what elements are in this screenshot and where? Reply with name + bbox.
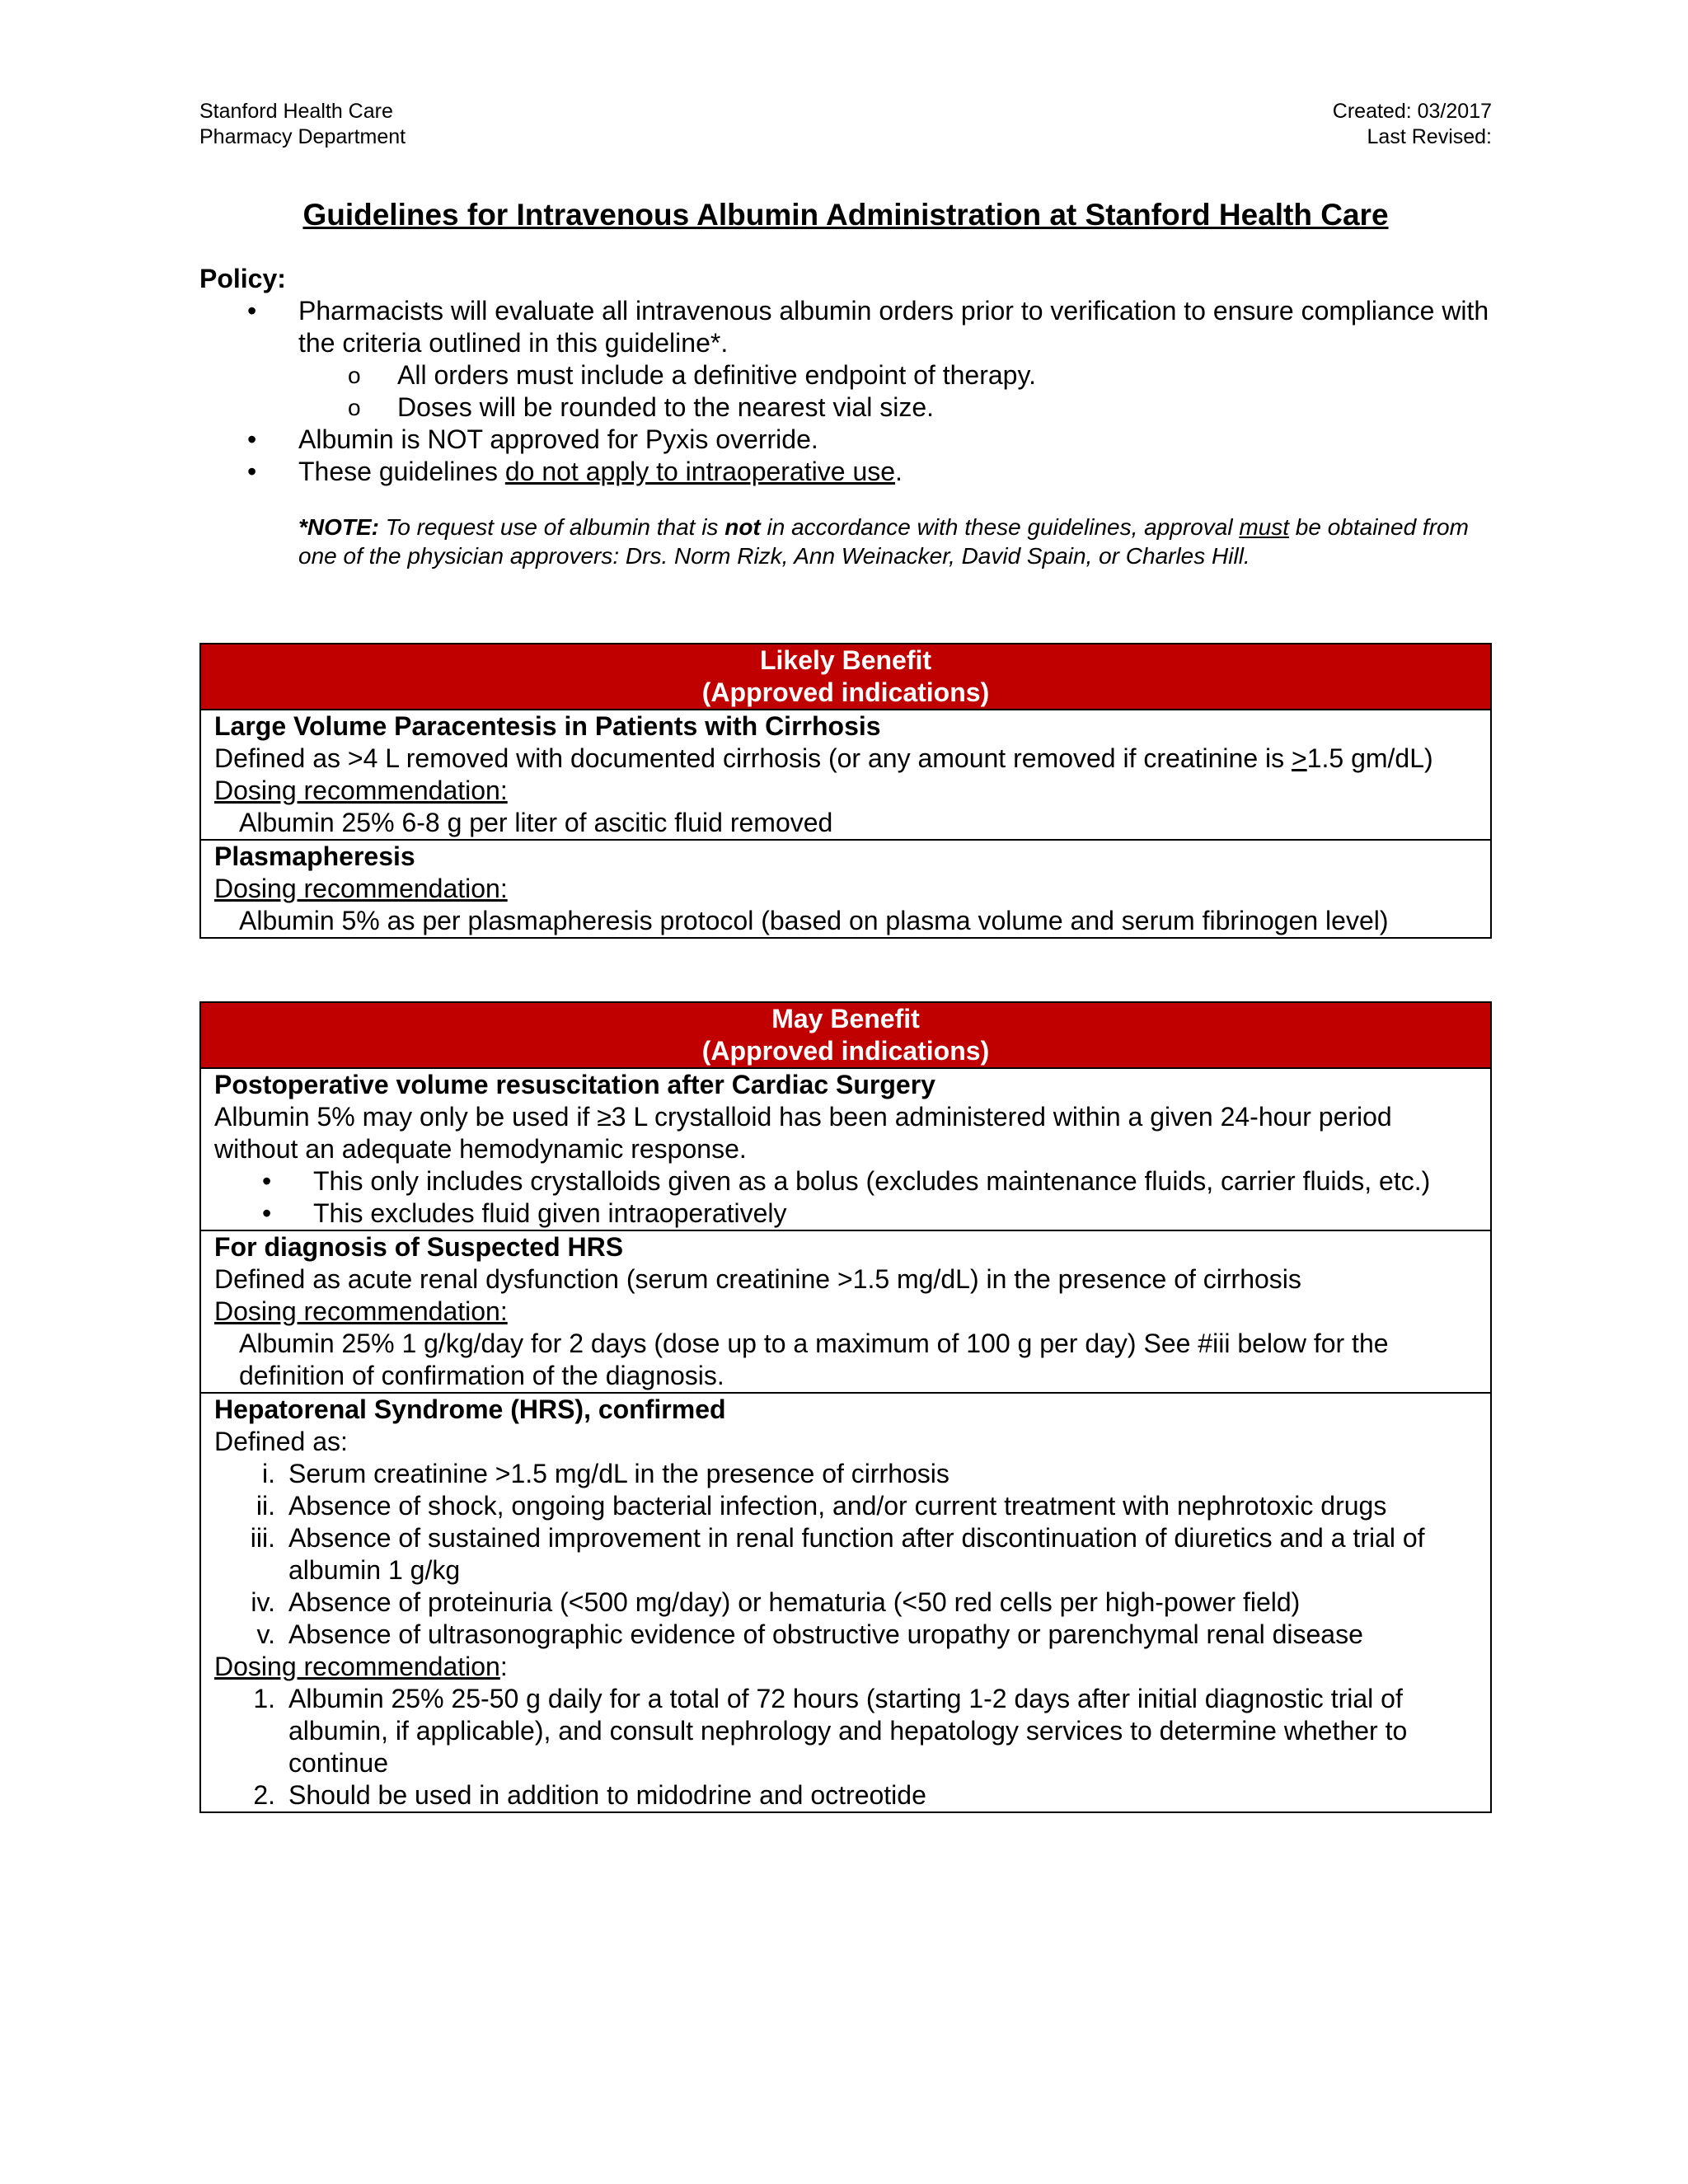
lvp-cell bbox=[200, 710, 1491, 840]
dosing-label: Dosing recommendation: bbox=[214, 874, 508, 903]
list-marker: 2. bbox=[253, 1780, 275, 1810]
indication-title: Large Volume Paracentesis in Patients with Cirrhosis bbox=[214, 711, 881, 741]
document-page bbox=[199, 99, 1492, 1813]
created-date: Created: 03/2017 bbox=[1332, 100, 1492, 123]
plasmapheresis-cell bbox=[200, 840, 1491, 938]
criteria-item bbox=[214, 1458, 1477, 1490]
bullet-item: • This excludes fluid given intraoperatively bbox=[214, 1197, 1477, 1230]
indication-text: Albumin 5% may only be used if ≥3 L crystalloid has been administered within a given 24-hour period without an adequate hemodynamic response. bbox=[214, 1102, 1392, 1164]
suspected-hrs-cell bbox=[200, 1230, 1491, 1393]
note-text: To request use of albumin that is bbox=[379, 514, 725, 540]
underlined-text: do not apply to intraoperative use bbox=[504, 457, 896, 486]
cardiac-bullets bbox=[214, 1165, 1477, 1230]
dosing-colon: : bbox=[499, 1652, 508, 1681]
note-lead: *NOTE: bbox=[298, 514, 379, 540]
policy-item bbox=[199, 295, 1492, 424]
dosing-label: Dosing recommendation bbox=[214, 1652, 500, 1681]
department-name: Pharmacy Department bbox=[199, 125, 406, 148]
header-right bbox=[1333, 99, 1492, 150]
list-marker: iv. bbox=[251, 1587, 275, 1617]
criteria-text: Absence of proteinuria (<500 mg/day) or hematuria (<50 red cells per high-power field) bbox=[288, 1587, 1301, 1617]
table-subheading: (Approved indications) bbox=[701, 1036, 990, 1066]
definition-symbol: > bbox=[1292, 743, 1307, 773]
approval-note bbox=[298, 513, 1492, 570]
dosing-item bbox=[214, 1779, 1477, 1811]
list-marker: 1. bbox=[253, 1684, 275, 1713]
policy-heading: Policy: bbox=[199, 264, 286, 293]
policy-subitem: o Doses will be rounded to the nearest vial size. bbox=[199, 391, 1492, 424]
dosing-text: Should be used in addition to midodrine and octreotide bbox=[288, 1780, 926, 1810]
bullet-item: • This only includes crystalloids given as a bolus (excludes maintenance fluids, carrier fluids, etc.) bbox=[214, 1165, 1477, 1197]
org-name: Stanford Health Care bbox=[199, 100, 393, 123]
criteria-item bbox=[214, 1586, 1477, 1619]
criteria-text: Serum creatinine >1.5 mg/dL in the presence of cirrhosis bbox=[288, 1459, 950, 1488]
hrs-dosing-list bbox=[214, 1683, 1477, 1811]
dosing-text: Albumin 5% as per plasmapheresis protocol (based on plasma volume and serum fibrinogen level) bbox=[239, 906, 1389, 935]
list-marker: ii. bbox=[256, 1491, 275, 1521]
criteria-text: Absence of sustained improvement in renal function after discontinuation of diuretics and a trial of albumin 1 g/kg bbox=[288, 1523, 1425, 1585]
note-underline: must bbox=[1239, 514, 1290, 540]
dosing-item bbox=[214, 1683, 1477, 1779]
criteria-text: Absence of shock, ongoing bacterial infection, and/or current treatment with nephrotoxic drugs bbox=[288, 1491, 1387, 1521]
dosing-text: Albumin 25% 1 g/kg/day for 2 days (dose up to a maximum of 100 g per day) See #iii below for the definition of confirmation of the diagnosis. bbox=[239, 1329, 1389, 1390]
criteria-item bbox=[214, 1619, 1477, 1651]
definition-text: Defined as >4 L removed with documented cirrhosis (or any amount removed if creatinine is bbox=[214, 743, 1292, 773]
policy-item bbox=[199, 456, 1492, 488]
document-title: Guidelines for Intravenous Albumin Administration at Stanford Health Care bbox=[302, 198, 1389, 232]
policy-subitem: o All orders must include a definitive endpoint of therapy. bbox=[199, 359, 1492, 391]
criteria-item bbox=[214, 1490, 1477, 1522]
note-text: be obtained from one of the physician approvers: Drs. Norm Rizk, Ann Weinacker, David Spain, or Charles Hill. bbox=[298, 514, 1469, 569]
table-heading: Likely Benefit bbox=[759, 645, 932, 675]
likely-benefit-header bbox=[200, 644, 1491, 710]
confirmed-hrs-cell bbox=[200, 1393, 1491, 1812]
likely-benefit-table bbox=[199, 643, 1492, 939]
dosing-text: Albumin 25% 6-8 g per liter of ascitic fluid removed bbox=[239, 808, 833, 837]
indication-title: Hepatorenal Syndrome (HRS), confirmed bbox=[214, 1394, 726, 1424]
table-heading: May Benefit bbox=[771, 1004, 920, 1033]
header-left bbox=[199, 99, 406, 150]
hrs-criteria-list bbox=[214, 1458, 1477, 1651]
indication-title: For diagnosis of Suspected HRS bbox=[214, 1232, 624, 1262]
dosing-label: Dosing recommendation: bbox=[214, 1296, 508, 1326]
note-text: in accordance with these guidelines, approval bbox=[760, 514, 1240, 540]
definition-label: Defined as: bbox=[214, 1427, 348, 1456]
indication-definition: Defined as acute renal dysfunction (serum creatinine >1.5 mg/dL) in the presence of cirrhosis bbox=[214, 1264, 1301, 1294]
list-marker: iii. bbox=[250, 1523, 275, 1553]
policy-sublist bbox=[298, 359, 1492, 424]
policy-item: • Albumin is NOT approved for Pyxis override. bbox=[199, 424, 1492, 456]
dosing-label-line bbox=[214, 1651, 1477, 1683]
policy-item-text: Pharmacists will evaluate all intravenous albumin orders prior to verification to ensure compliance with the criteria outlined in this guideline*. bbox=[298, 296, 1489, 358]
cardiac-surgery-cell bbox=[200, 1068, 1491, 1230]
policy-item-text: . bbox=[895, 457, 903, 486]
criteria-item bbox=[214, 1522, 1477, 1586]
definition-text: 1.5 gm/dL) bbox=[1306, 743, 1433, 773]
indication-definition bbox=[214, 743, 1477, 775]
policy-list bbox=[199, 295, 1492, 488]
dosing-label: Dosing recommendation: bbox=[214, 776, 508, 805]
last-revised: Last Revised: bbox=[1367, 125, 1492, 148]
indication-title: Postoperative volume resuscitation after Cardiac Surgery bbox=[214, 1070, 935, 1099]
document-header bbox=[199, 99, 1492, 150]
list-marker: i. bbox=[262, 1459, 275, 1488]
dosing-text: Albumin 25% 25-50 g daily for a total of 72 hours (starting 1-2 days after initial diagnostic trial of albumin, if applicable), and consult nephrology and hepatology services to determine whether to continue bbox=[288, 1684, 1408, 1778]
note-emphasis: not bbox=[724, 514, 761, 540]
may-benefit-header bbox=[200, 1002, 1491, 1068]
criteria-text: Absence of ultrasonographic evidence of obstructive uropathy or parenchymal renal disease bbox=[288, 1619, 1363, 1649]
policy-item-text: These guidelines bbox=[298, 457, 505, 486]
list-marker: v. bbox=[256, 1619, 275, 1649]
table-subheading: (Approved indications) bbox=[701, 677, 990, 707]
indication-title: Plasmapheresis bbox=[214, 841, 415, 871]
may-benefit-table bbox=[199, 1001, 1492, 1813]
